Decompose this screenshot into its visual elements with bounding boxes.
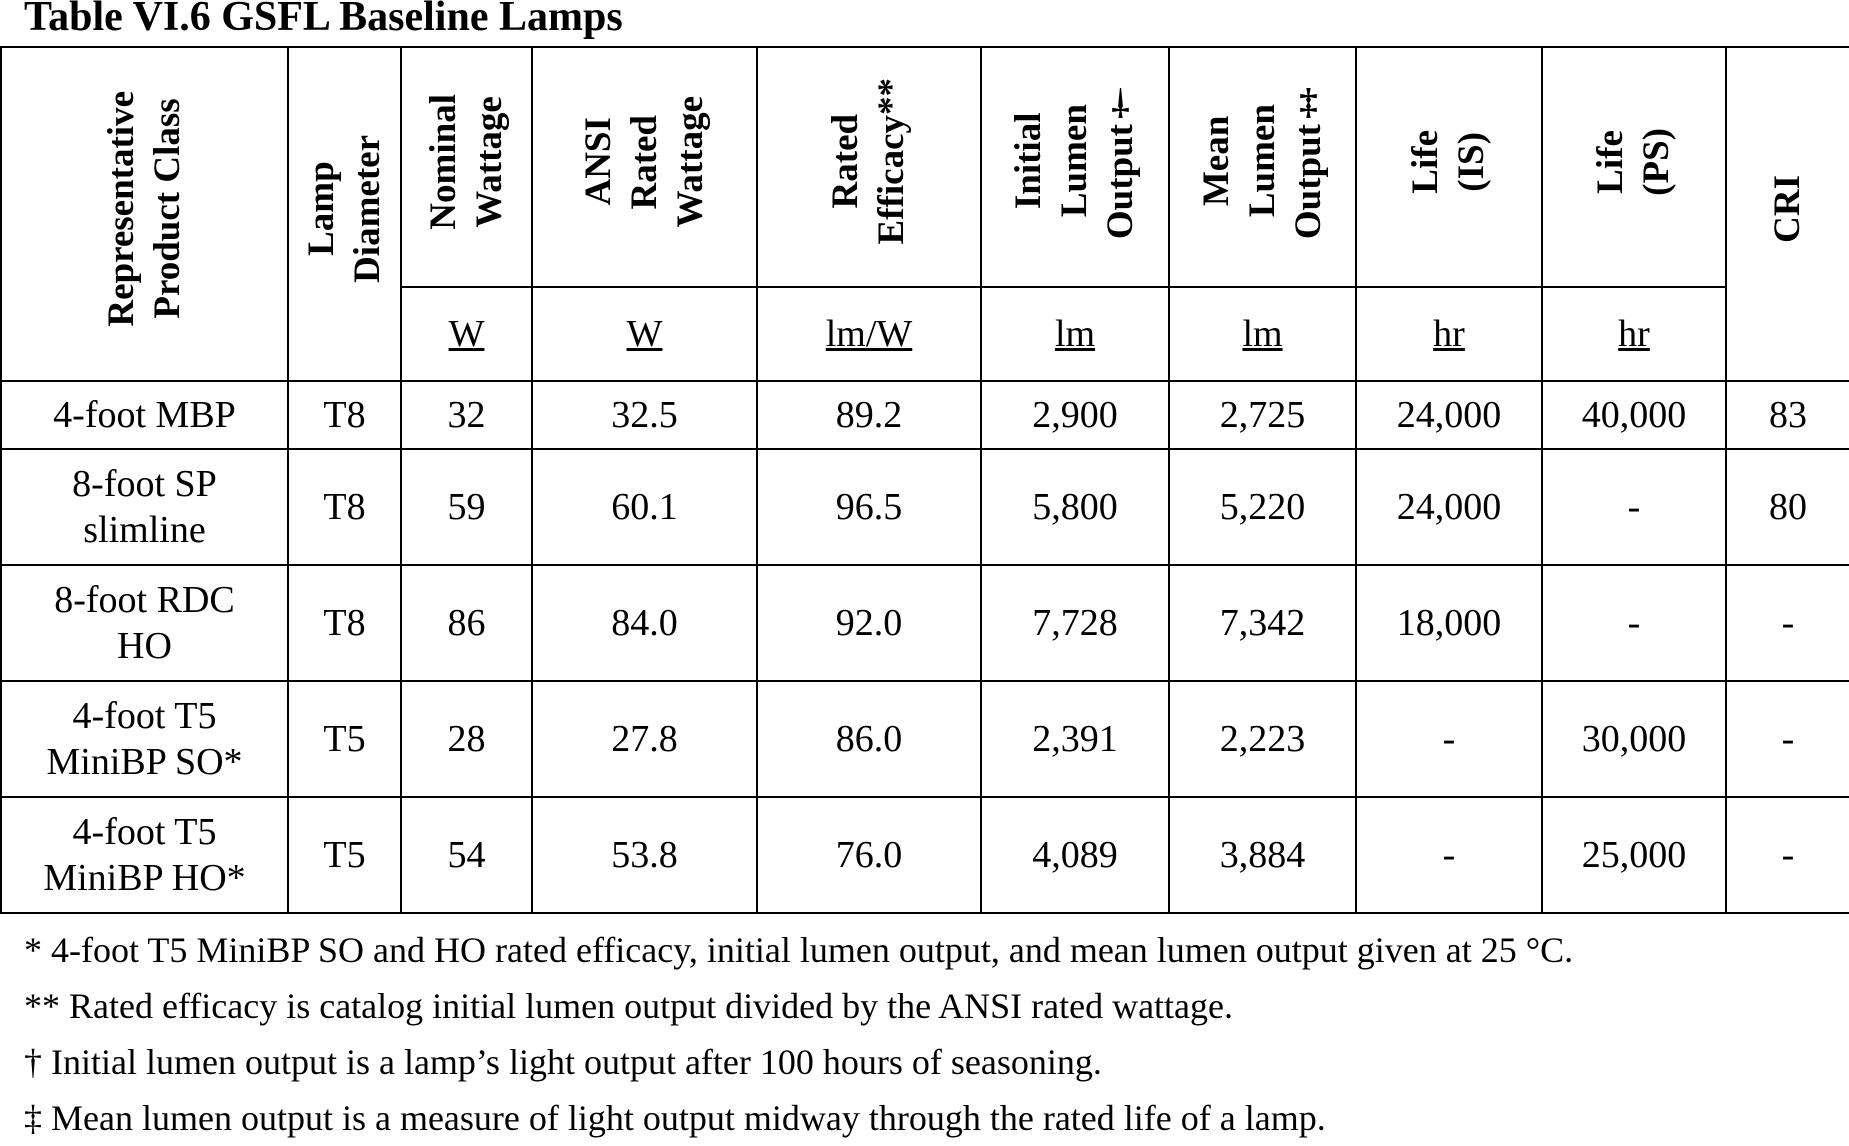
cell-lamp-diameter: T5 [288, 797, 401, 913]
cell-ansi-rated-wattage: 84.0 [532, 565, 757, 681]
cell-initial-lumen-output: 4,089 [981, 797, 1169, 913]
cell-life-ps: 30,000 [1542, 681, 1726, 797]
cell-cri: - [1726, 797, 1849, 913]
footnote: † Initial lumen output is a lamp’s light output after 100 hours of seasoning. [24, 1042, 1102, 1082]
cell-rated-efficacy: 92.0 [757, 565, 981, 681]
header-nominal-wattage: Nominal Wattage [401, 47, 532, 287]
cell-nominal-wattage: 28 [401, 681, 532, 797]
table-row [1, 449, 1849, 565]
cell-life-is: - [1356, 797, 1542, 913]
cell-mean-lumen-output: 3,884 [1169, 797, 1356, 913]
header-lamp-diameter: Lamp Diameter [288, 47, 401, 381]
cell-ansi-rated-wattage: 32.5 [532, 381, 757, 449]
header-rated-efficacy: Rated Efficacy** [757, 47, 981, 287]
cell-nominal-wattage: 54 [401, 797, 532, 913]
cell-life-is: 24,000 [1356, 449, 1542, 565]
unit-mean-lumen-output: lm [1169, 287, 1356, 381]
header-cri: CRI [1726, 47, 1849, 381]
table-title: Table VI.6 GSFL Baseline Lamps [24, 0, 623, 40]
cell-nominal-wattage: 86 [401, 565, 532, 681]
header-ansi-rated-wattage: ANSI Rated Wattage [532, 47, 757, 287]
table-row [1, 565, 1849, 681]
cell-life-is: 24,000 [1356, 381, 1542, 449]
footnotes [24, 922, 1573, 1146]
cell-life-ps: - [1542, 565, 1726, 681]
cell-cri: 83 [1726, 381, 1849, 449]
table-row [1, 797, 1849, 913]
footnote: ‡ Mean lumen output is a measure of light output midway through the rated life of a lamp. [24, 1098, 1326, 1138]
cell-lamp-diameter: T8 [288, 449, 401, 565]
cell-product-class: 4-foot MBP [1, 381, 288, 449]
unit-ansi-rated-wattage: W [532, 287, 757, 381]
footnote: * 4-foot T5 MiniBP SO and HO rated efficacy, initial lumen output, and mean lumen output given at 25 °C. [24, 930, 1574, 970]
cell-nominal-wattage: 59 [401, 449, 532, 565]
cell-mean-lumen-output: 7,342 [1169, 565, 1356, 681]
cell-initial-lumen-output: 7,728 [981, 565, 1169, 681]
cell-lamp-diameter: T5 [288, 681, 401, 797]
cell-lamp-diameter: T8 [288, 565, 401, 681]
cell-rated-efficacy: 76.0 [757, 797, 981, 913]
unit-nominal-wattage: W [401, 287, 532, 381]
cell-life-ps: 40,000 [1542, 381, 1726, 449]
cell-life-is: 18,000 [1356, 565, 1542, 681]
cell-ansi-rated-wattage: 27.8 [532, 681, 757, 797]
cell-cri: - [1726, 565, 1849, 681]
cell-mean-lumen-output: 2,223 [1169, 681, 1356, 797]
cell-product-class: 8-foot RDC HO [1, 565, 288, 681]
cell-cri: 80 [1726, 449, 1849, 565]
cell-mean-lumen-output: 5,220 [1169, 449, 1356, 565]
footnote: ** Rated efficacy is catalog initial lumen output divided by the ANSI rated wattage. [24, 986, 1234, 1026]
unit-rated-efficacy: lm/W [757, 287, 981, 381]
cell-life-ps: - [1542, 449, 1726, 565]
cell-cri: - [1726, 681, 1849, 797]
cell-product-class: 4-foot T5 MiniBP HO* [1, 797, 288, 913]
cell-life-is: - [1356, 681, 1542, 797]
cell-initial-lumen-output: 2,391 [981, 681, 1169, 797]
cell-rated-efficacy: 96.5 [757, 449, 981, 565]
cell-initial-lumen-output: 2,900 [981, 381, 1169, 449]
baseline-lamps-table [0, 46, 1849, 914]
header-life-is: Life (IS) [1356, 47, 1542, 287]
unit-life-is: hr [1356, 287, 1542, 381]
cell-lamp-diameter: T8 [288, 381, 401, 449]
header-initial-lumen-output: Initial Lumen Output† [981, 47, 1169, 287]
unit-initial-lumen-output: lm [981, 287, 1169, 381]
cell-ansi-rated-wattage: 60.1 [532, 449, 757, 565]
cell-mean-lumen-output: 2,725 [1169, 381, 1356, 449]
header-mean-lumen-output: Mean Lumen Output‡ [1169, 47, 1356, 287]
header-life-ps: Life (PS) [1542, 47, 1726, 287]
table-row [1, 681, 1849, 797]
cell-rated-efficacy: 89.2 [757, 381, 981, 449]
cell-product-class: 8-foot SP slimline [1, 449, 288, 565]
cell-initial-lumen-output: 5,800 [981, 449, 1169, 565]
cell-rated-efficacy: 86.0 [757, 681, 981, 797]
cell-nominal-wattage: 32 [401, 381, 532, 449]
unit-life-ps: hr [1542, 287, 1726, 381]
table-row [1, 381, 1849, 449]
header-product-class: Representative Product Class [1, 47, 288, 381]
cell-product-class: 4-foot T5 MiniBP SO* [1, 681, 288, 797]
cell-ansi-rated-wattage: 53.8 [532, 797, 757, 913]
cell-life-ps: 25,000 [1542, 797, 1726, 913]
